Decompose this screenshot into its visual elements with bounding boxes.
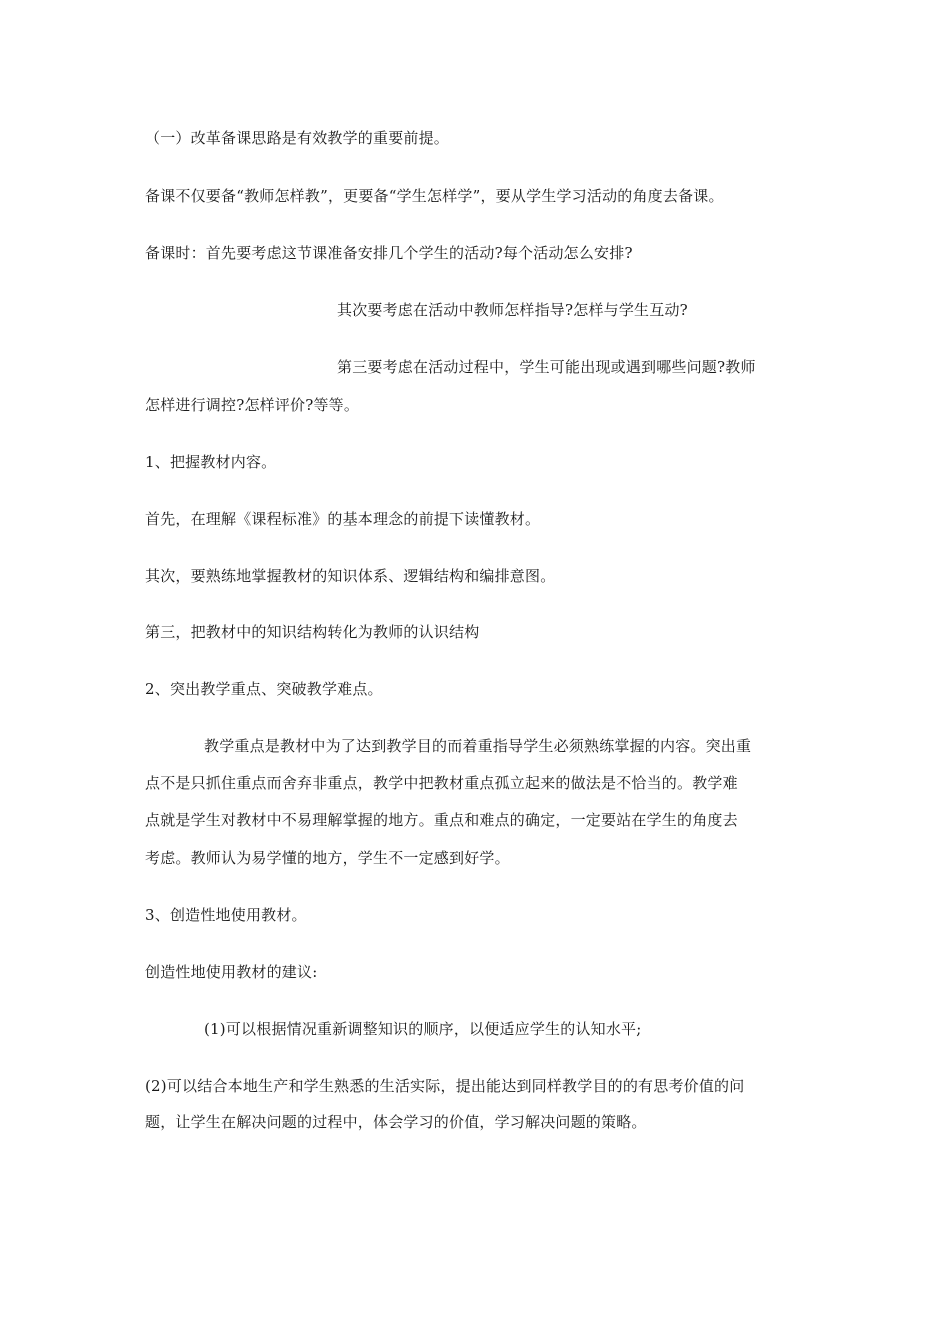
paragraph-third-step: 第三，把教材中的知识结构转化为教师的认识结构 bbox=[145, 623, 480, 641]
list-item-heading-2: 2、突出教学重点、突破教学难点。 bbox=[145, 680, 383, 698]
paragraph-prep-third-line1: 第三要考虑在活动过程中，学生可能出现或遇到哪些问题?教师 bbox=[337, 358, 756, 376]
paragraph-key-points-line3: 点就是学生对教材中不易理解掌握的地方。重点和难点的确定，一定要站在学生的角度去 bbox=[145, 811, 738, 829]
paragraph-prep-third-line2: 怎样进行调控?怎样评价?等等。 bbox=[145, 396, 360, 414]
paragraph-lesson-prep: 备课不仅要备“教师怎样教”，更要备“学生怎样学”，要从学生学习活动的角度去备课。 bbox=[145, 187, 724, 205]
list-item-heading-1: 1、把握教材内容。 bbox=[145, 453, 277, 471]
paragraph-suggestion-2-line1: (2)可以结合本地生产和学生熟悉的生活实际，提出能达到同样教学目的的有思考价值的问 bbox=[145, 1077, 745, 1095]
paragraph-suggestions-intro: 创造性地使用教材的建议: bbox=[145, 963, 318, 981]
section-heading: （一）改革备课思路是有效教学的重要前提。 bbox=[145, 129, 450, 147]
paragraph-key-points-line2: 点不是只抓住重点而舍弃非重点，教学中把教材重点孤立起来的做法是不恰当的。教学难 bbox=[145, 774, 738, 792]
list-item-heading-3: 3、创造性地使用教材。 bbox=[145, 906, 307, 924]
paragraph-first-step: 首先，在理解《课程标准》的基本理念的前提下读懂教材。 bbox=[145, 510, 541, 528]
paragraph-key-points-line4: 考虑。教师认为易学懂的地方，学生不一定感到好学。 bbox=[145, 849, 510, 867]
paragraph-key-points-line1: 教学重点是教材中为了达到教学目的而着重指导学生必须熟练掌握的内容。突出重 bbox=[204, 737, 752, 755]
paragraph-suggestion-2-line2: 题，让学生在解决问题的过程中，体会学习的价值，学习解决问题的策略。 bbox=[145, 1113, 647, 1131]
paragraph-suggestion-1: (1)可以根据情况重新调整知识的顺序，以便适应学生的认知水平; bbox=[204, 1020, 642, 1038]
paragraph-second-step: 其次，要熟练地掌握教材的知识体系、逻辑结构和编排意图。 bbox=[145, 567, 556, 585]
paragraph-prep-first: 备课时：首先要考虑这节课准备安排几个学生的活动?每个活动怎么安排? bbox=[145, 244, 633, 262]
paragraph-prep-second: 其次要考虑在活动中教师怎样指导?怎样与学生互动? bbox=[337, 301, 688, 319]
